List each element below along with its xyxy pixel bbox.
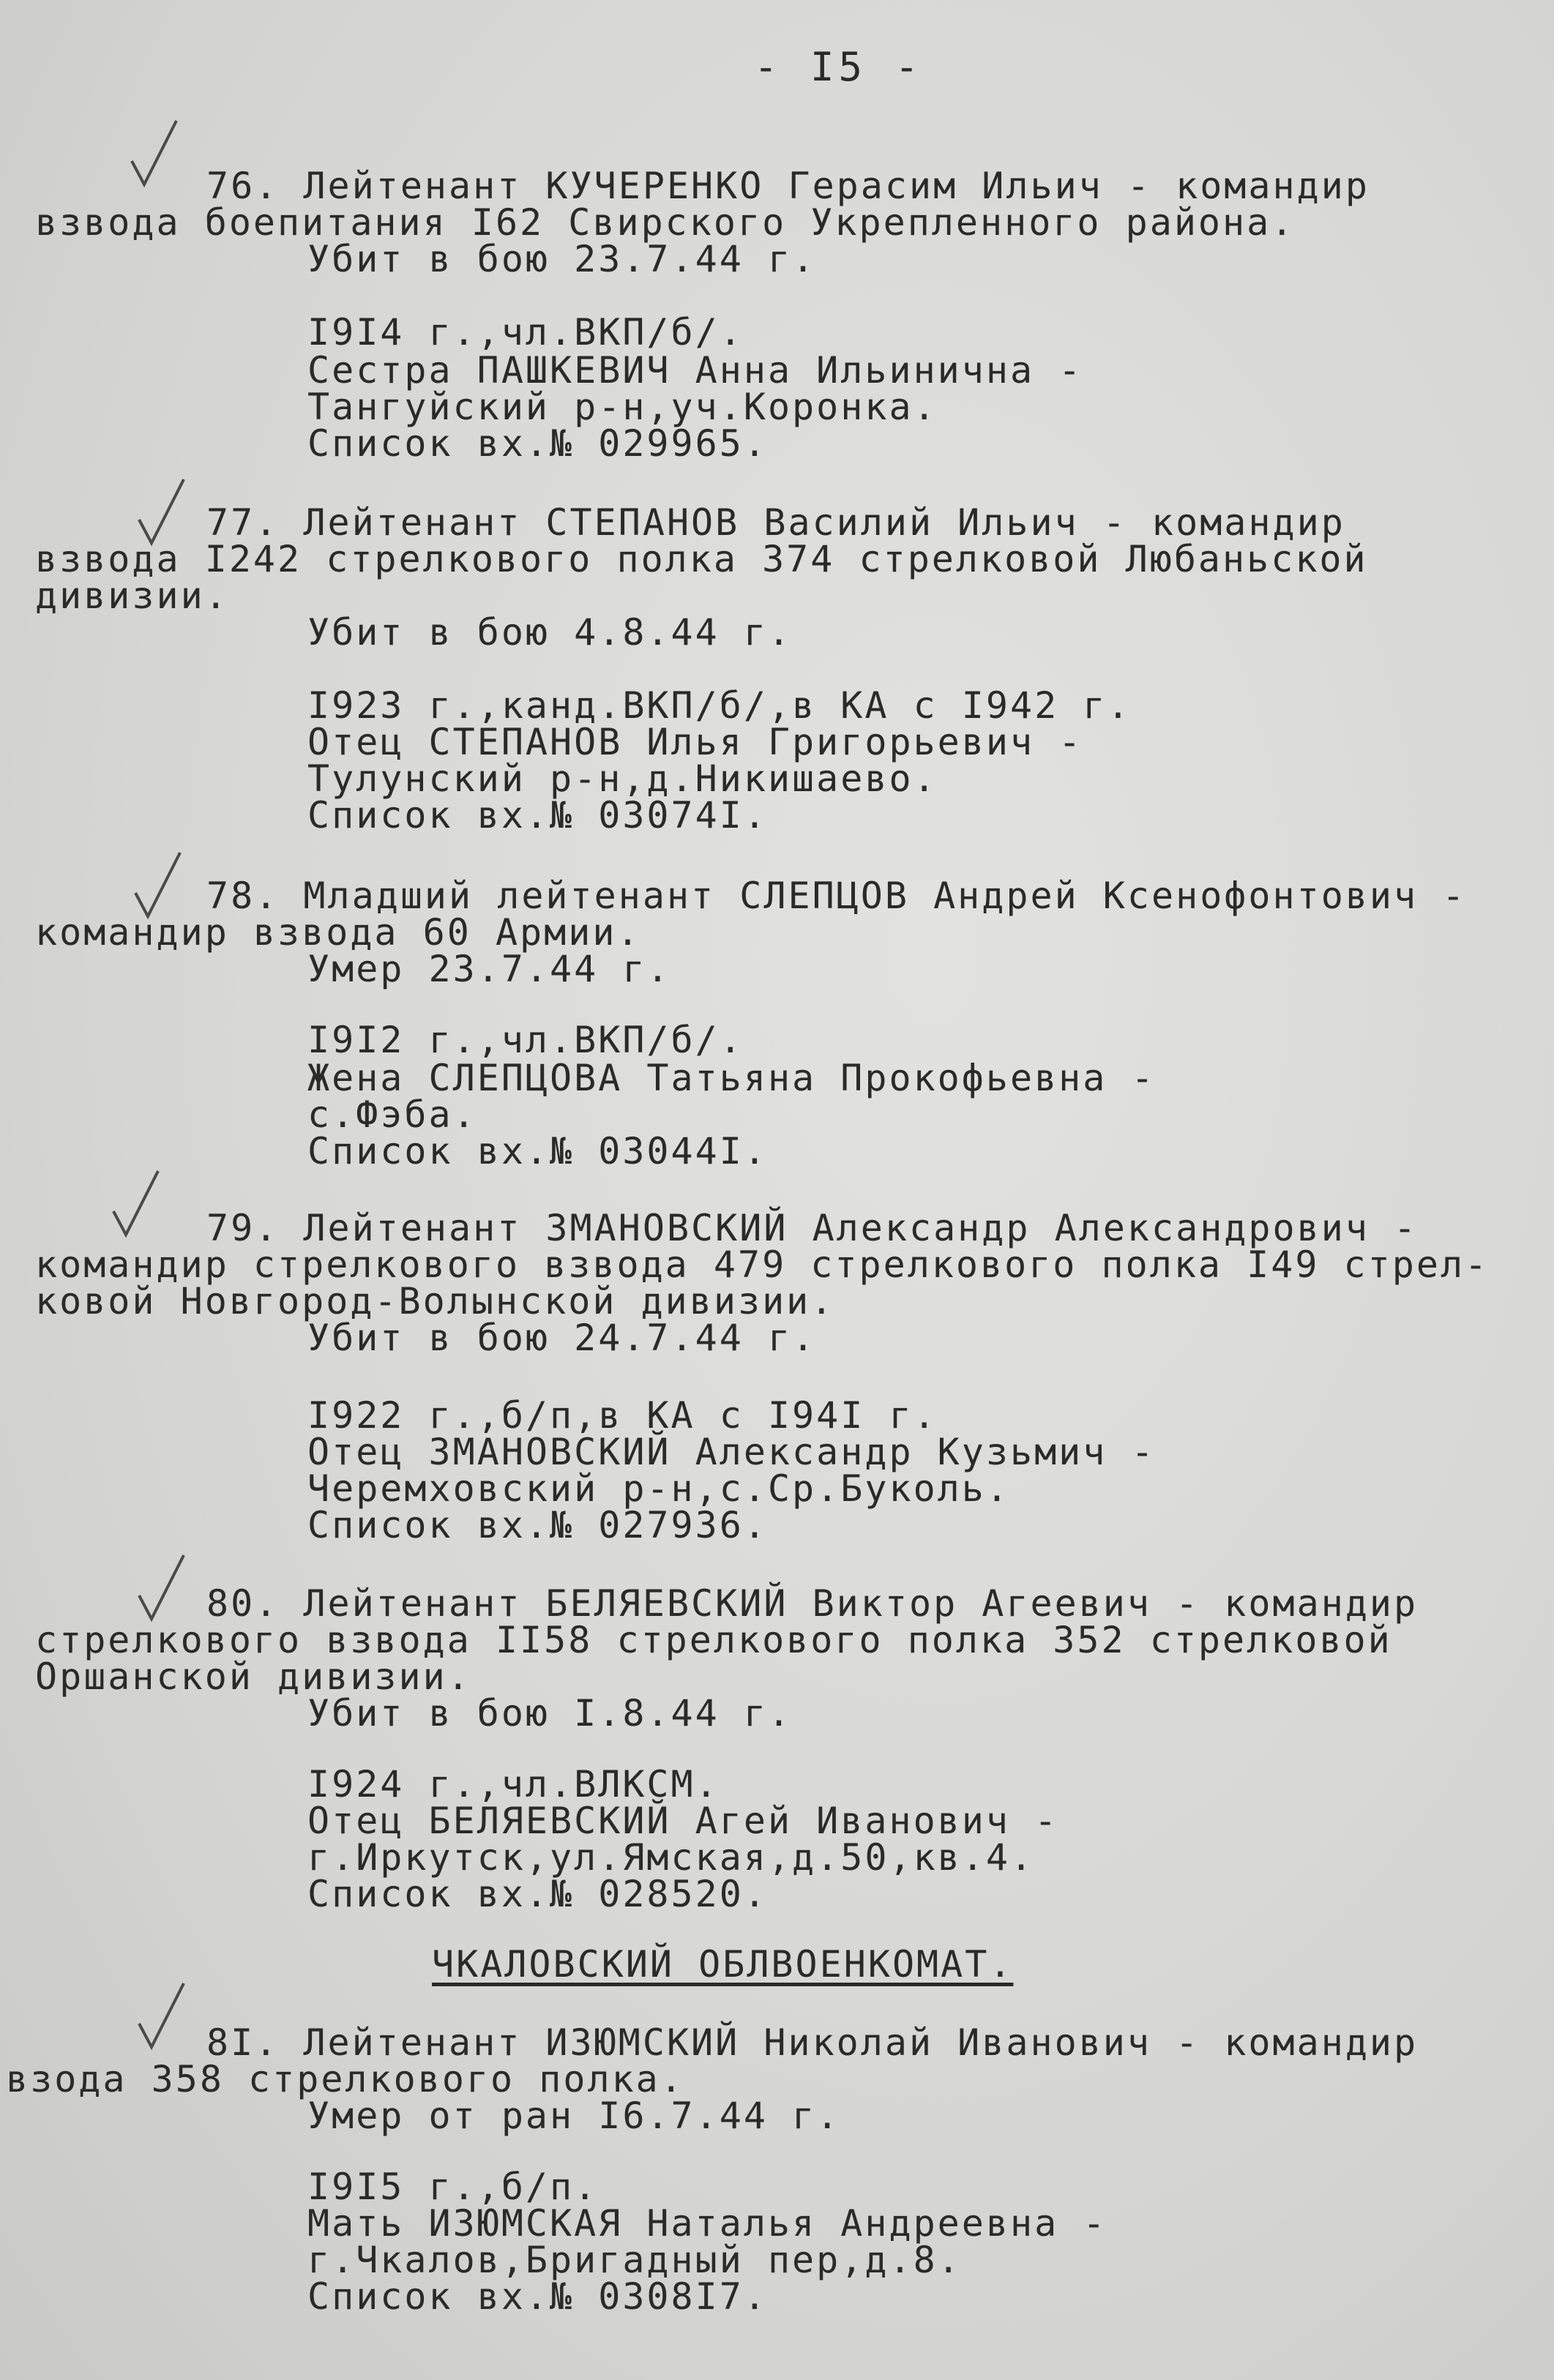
entry-79-details1: I922 г.,б/п,в КА с I94I г.: [307, 1394, 938, 1437]
entry-76-status: Убит в бою 23.7.44 г.: [307, 238, 817, 280]
entry-79-details3: Черемховский р-н,с.Ср.Буколь.: [307, 1467, 1010, 1510]
entry-76-line2: взвода боепитания I62 Свирского Укрепленного района.: [35, 201, 1296, 244]
section-title: ЧКАЛОВСКИЙ ОБЛВОЕНКОМАТ.: [432, 1943, 1014, 1986]
entry-80-status: Убит в бою I.8.44 г.: [307, 1692, 793, 1735]
entry-81-status: Умер от ран I6.7.44 г.: [307, 2095, 841, 2137]
entry-76-details1: I9I4 г.,чл.ВКП/б/.: [307, 311, 744, 353]
page-number: - I5 -: [754, 44, 924, 90]
entry-80-details3: г.Иркутск,ул.Ямская,д.50,кв.4.: [307, 1836, 1035, 1879]
entry-80-details4: Список вх.№ 028520.: [307, 1873, 768, 1915]
entry-80-line3: Оршанской дивизии.: [35, 1655, 471, 1698]
entry-81-line1: 8I. Лейтенант ИЗЮМСКИЙ Николай Иванович - командир: [206, 2021, 1419, 2064]
entry-78-line1: 78. Младший лейтенант СЛЕПЦОВ Андрей Ксенофонтович -: [206, 875, 1467, 917]
entry-79-line2: командир стрелкового взвода 479 стрелкового полка I49 стрел-: [35, 1243, 1490, 1286]
checkmark-icon: [135, 1552, 187, 1625]
entry-81-details1: I9I5 г.,б/п.: [307, 2166, 599, 2208]
entry-80-line2: стрелкового взвода II58 стрелкового полка 352 стрелковой: [35, 1619, 1392, 1661]
entry-77-details1: I923 г.,канд.ВКП/б/,в КА с I942 г.: [307, 684, 1132, 727]
entry-77-line2: взвода I242 стрелкового полка 374 стрелковой Любаньской: [35, 538, 1368, 580]
entry-76-details3: Тангуйский р-н,уч.Коронка.: [307, 386, 938, 428]
entry-78-details4: Список вх.№ 03044I.: [307, 1130, 768, 1172]
entry-79-line1: 79. Лейтенант ЗМАНОВСКИЙ Александр Александрович -: [206, 1207, 1419, 1249]
entry-78-details1: I9I2 г.,чл.ВКП/б/.: [307, 1019, 744, 1061]
entry-77-line1: 77. Лейтенант СТЕПАНОВ Василий Ильич - командир: [206, 501, 1345, 544]
entry-78-line2: командир взвода 60 Армии.: [35, 911, 641, 954]
entry-81-details3: г.Чкалов,Бригадный пер,д.8.: [307, 2239, 962, 2281]
entry-79-line3: ковой Новгород-Волынской дивизии.: [35, 1280, 835, 1322]
entry-78-details2: Жена СЛЕПЦОВА Татьяна Прокофьевна -: [307, 1057, 1156, 1099]
entry-78-details3: с.Фэба.: [307, 1093, 477, 1136]
entry-77-details3: Тулунский р-н,д.Никишаево.: [307, 757, 938, 800]
entry-78-status: Умер 23.7.44 г.: [307, 948, 671, 990]
entry-79-details4: Список вх.№ 027936.: [307, 1504, 768, 1546]
entry-76-details2: Сестра ПАШКЕВИЧ Анна Ильинична -: [307, 349, 1083, 392]
entry-80-details2: Отец БЕЛЯЕВСКИЙ Агей Иванович -: [307, 1800, 1059, 1842]
entry-81-details2: Мать ИЗЮМСКАЯ Наталья Андреевна -: [307, 2202, 1107, 2245]
entry-81-details4: Список вх.№ 0308I7.: [307, 2275, 768, 2318]
entry-79-details2: Отец ЗМАНОВСКИЙ Александр Кузьмич -: [307, 1431, 1156, 1473]
entry-80-details1: I924 г.,чл.ВЛКСМ.: [307, 1763, 720, 1805]
entry-79-status: Убит в бою 24.7.44 г.: [307, 1317, 817, 1359]
entry-77-details4: Список вх.№ 03074I.: [307, 794, 768, 837]
entry-76-details4: Список вх.№ 029965.: [307, 422, 768, 465]
entry-81-line2: взода 358 стрелкового полка.: [6, 2058, 684, 2100]
checkmark-icon: [135, 1980, 187, 2053]
entry-76-line1: 76. Лейтенант КУЧЕРЕНКО Герасим Ильич - командир: [206, 165, 1370, 207]
entry-77-status: Убит в бою 4.8.44 г.: [307, 611, 793, 654]
entry-80-line1: 80. Лейтенант БЕЛЯЕВСКИЙ Виктор Агеевич - командир: [206, 1582, 1419, 1625]
checkmark-icon: [128, 117, 179, 190]
checkmark-icon: [110, 1167, 161, 1240]
entry-77-details2: Отец СТЕПАНОВ Илья Григорьевич -: [307, 721, 1083, 763]
entry-77-line3: дивизии.: [35, 575, 229, 617]
